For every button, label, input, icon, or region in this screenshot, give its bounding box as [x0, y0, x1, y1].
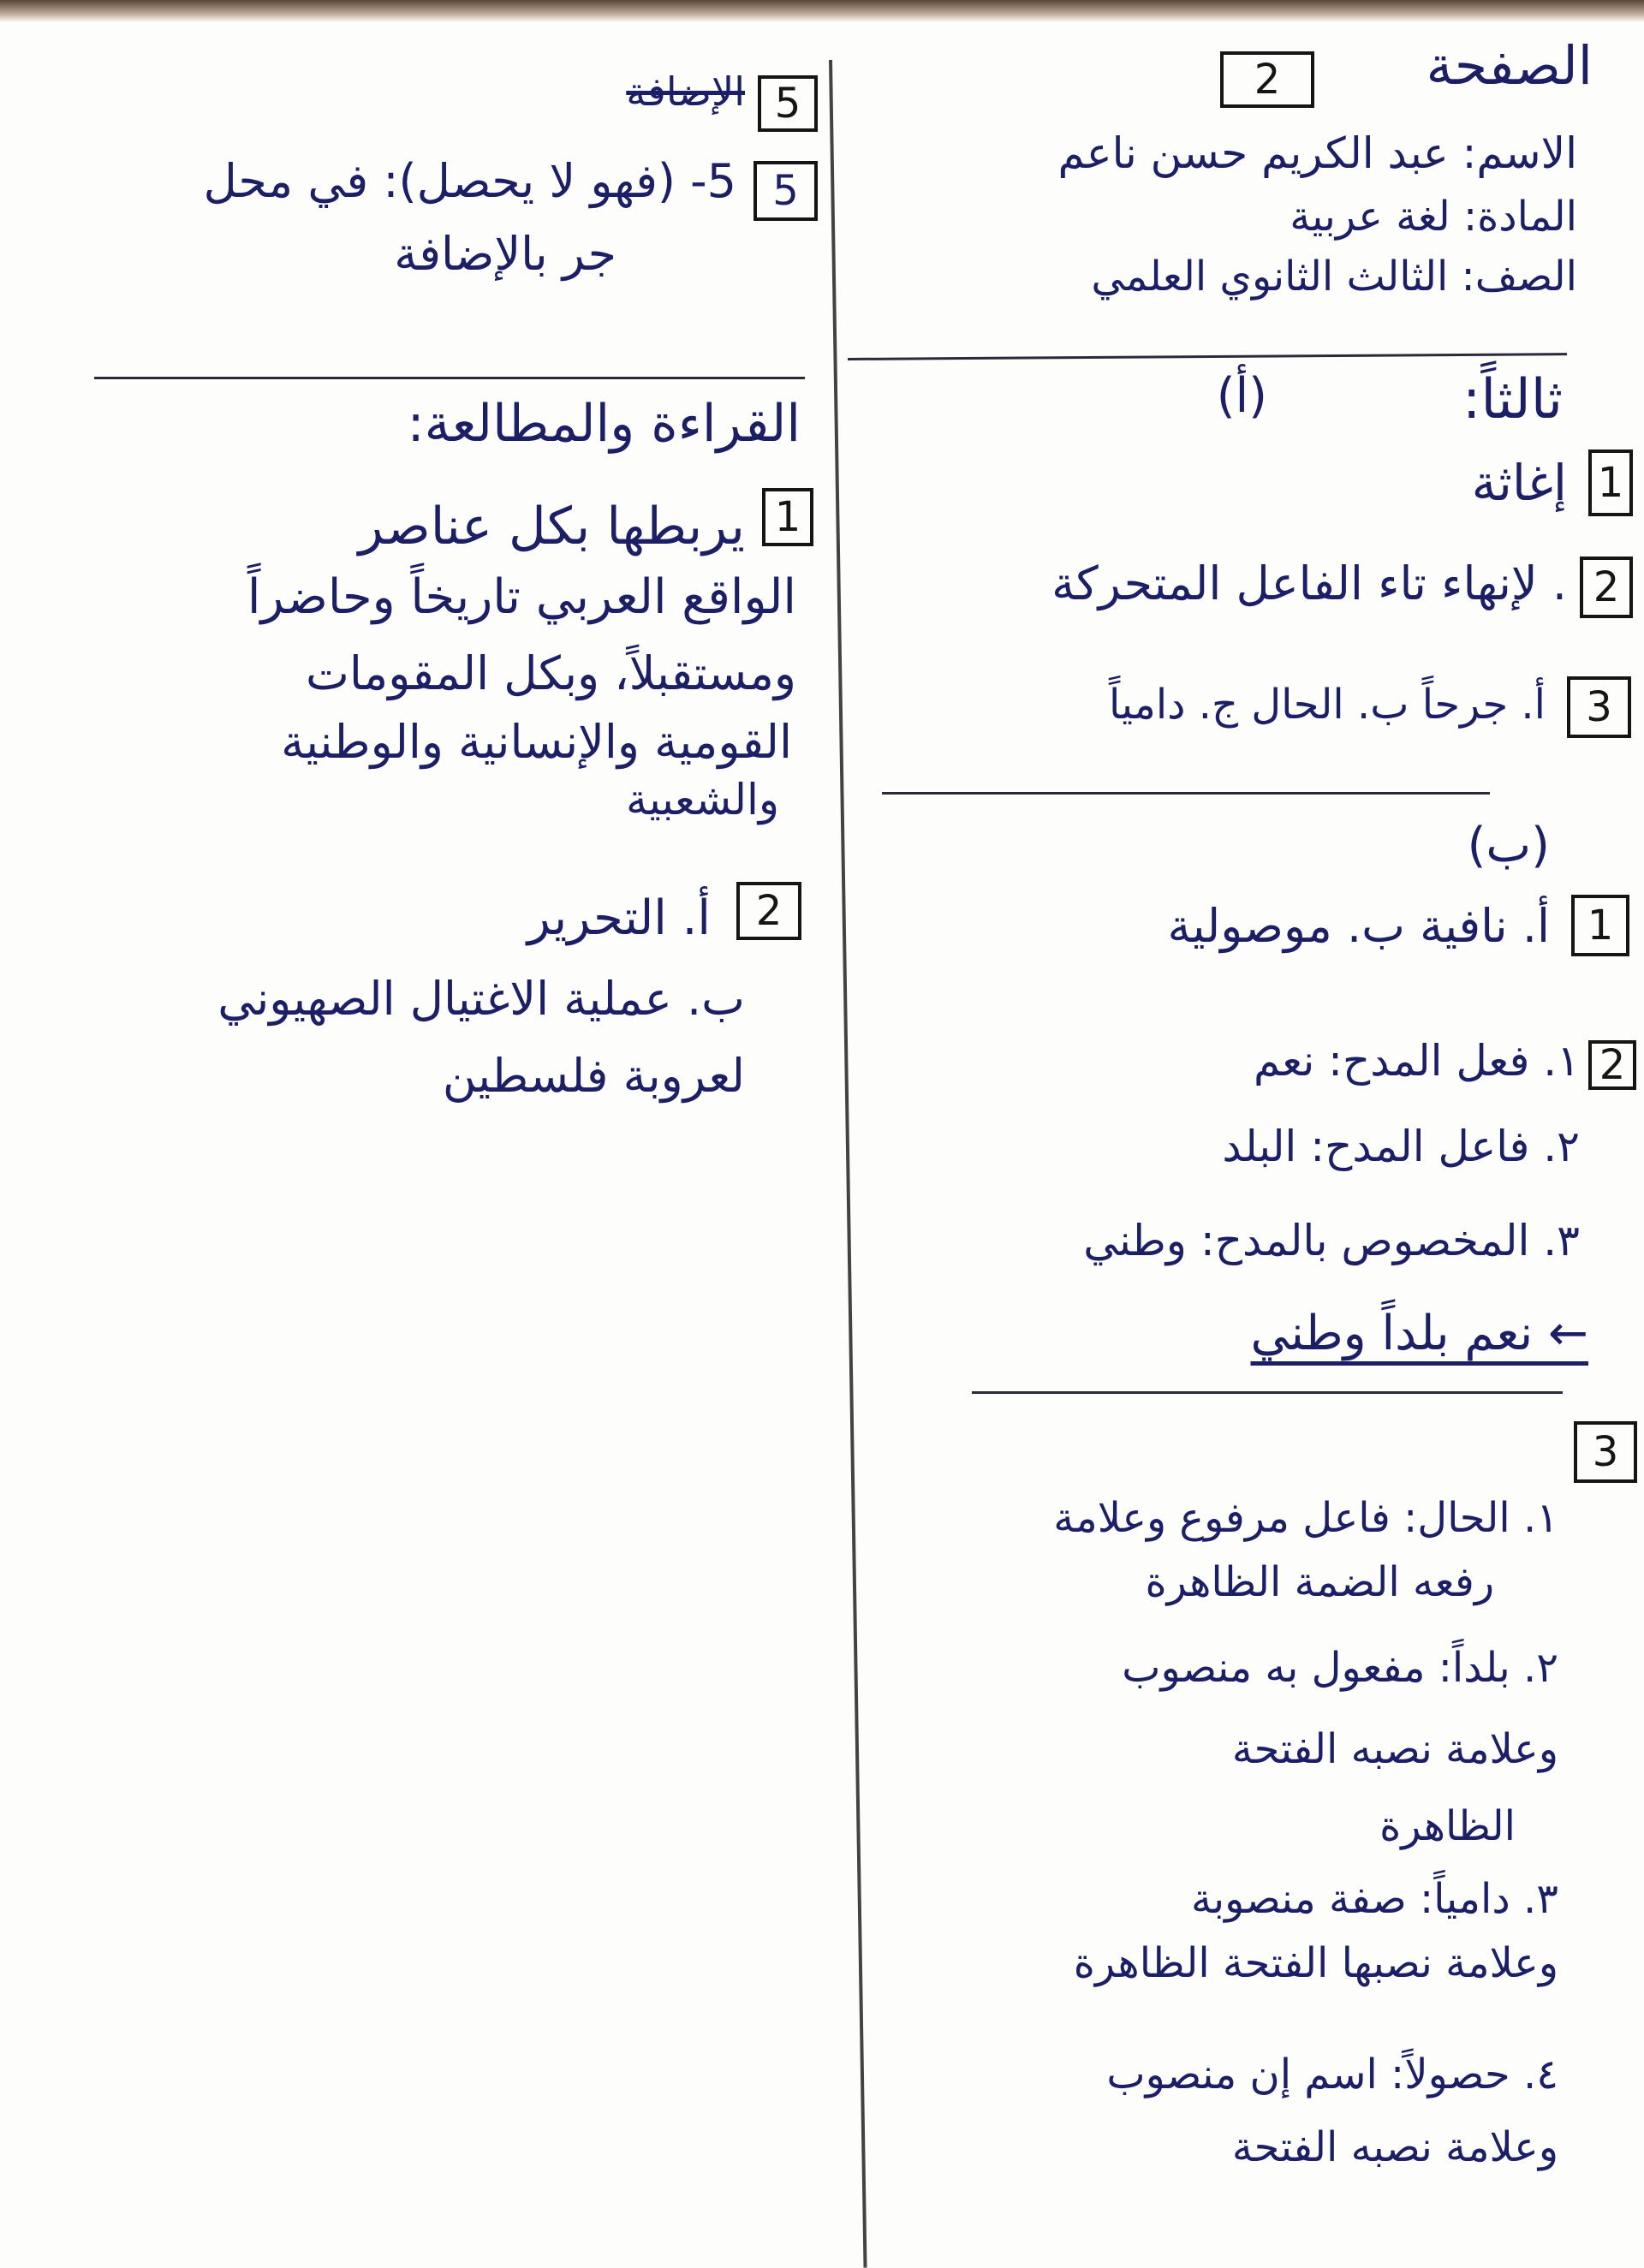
b3-line-4: وعلامة نصبه الفتحة — [1231, 1725, 1558, 1773]
b1-answer: أ. نافية ب. موصولية — [1167, 899, 1550, 953]
r1-number-box: 1 — [762, 488, 813, 546]
item5-answer: 5- (فهو لا يحصل): في محل — [203, 154, 736, 208]
a1-number-box: 1 — [1588, 449, 1633, 516]
b3-line-5: الظاهرة — [1379, 1802, 1516, 1850]
a2-answer: . لإنهاء تاء الفاعل المتحركة — [1051, 557, 1567, 610]
header-divider — [848, 353, 1567, 360]
r1-line-5: والشعبية — [626, 775, 779, 824]
column-divider-line — [829, 60, 867, 2268]
r2-number-box: 2 — [736, 882, 801, 940]
b2-line-1: ١. فعل المدح: نعم — [1253, 1036, 1580, 1086]
page-number: 2 — [1254, 56, 1281, 104]
part-b-label: (ب) — [1467, 818, 1550, 873]
reading-heading: القراءة والمطالعة: — [407, 394, 801, 454]
a2-number-box: 2 — [1580, 557, 1633, 618]
a3-number-box: 3 — [1567, 676, 1631, 738]
b3-line-7: وعلامة نصبها الفتحة الظاهرة — [1073, 1939, 1558, 1987]
crossed-out-text: الإضافة — [626, 68, 745, 115]
part-b2-divider — [972, 1391, 1563, 1394]
b3-line-6: ٣. دامياً: صفة منصوبة — [1191, 1875, 1558, 1923]
subject-line: المادة: لغة عربية — [1290, 193, 1577, 241]
r1-line-1: يربطها بكل عناصر — [358, 497, 745, 557]
b3-number-box: 3 — [1574, 1421, 1637, 1483]
grade-line: الصف: الثالث الثانوي العلمي — [1091, 253, 1577, 301]
b1-number-box: 1 — [1571, 895, 1629, 956]
a1-answer: إغاثة — [1471, 454, 1567, 512]
r1-line-4: القومية والإنسانية والوطنية — [281, 715, 792, 769]
a3-answer: أ. جرحاً ب. الحال ج. دامياً — [1109, 681, 1546, 729]
b3-line-9: وعلامة نصبه الفتحة — [1231, 2123, 1558, 2171]
part-a-divider — [882, 792, 1490, 795]
b3-line-3: ٢. بلداً: مفعول به منصوب — [1122, 1644, 1558, 1692]
left-divider — [94, 377, 805, 379]
b3-line-2: رفعه الضمة الظاهرة — [1145, 1558, 1494, 1606]
part-a-label: (أ) — [1216, 368, 1267, 424]
page-label: الصفحة — [1426, 34, 1593, 97]
r2-line-2: ب. عملية الاغتيال الصهيوني — [217, 972, 745, 1026]
b2-result: ← نعم بلداً وطني — [1250, 1306, 1588, 1361]
section-heading: ثالثاً: — [1462, 368, 1563, 432]
r1-line-3: ومستقبلاً، وبكل المقومات — [306, 646, 796, 700]
r2-line-3: لعروبة فلسطين — [442, 1049, 745, 1103]
r1-line-2: الواقع العربي تاريخاً وحاضراً — [247, 569, 796, 625]
r2-line-1: أ. التحرير — [527, 890, 711, 946]
b3-line-8: ٤. حصولاً: اسم إن منصوب — [1106, 2051, 1558, 2098]
item5-number-box: 5 — [754, 161, 818, 221]
paper-top-edge — [0, 0, 1644, 22]
page-number-box — [1220, 51, 1314, 108]
b2-line-2: ٢. فاعل المدح: البلد — [1222, 1122, 1580, 1171]
crossed-number-box: 5 — [758, 75, 818, 132]
student-name: الاسم: عبد الكريم حسن ناعم — [1057, 128, 1577, 178]
b3-line-1: ١. الحال: فاعل مرفوع وعلامة — [1053, 1494, 1558, 1542]
b2-line-3: ٣. المخصوص بالمدح: وطني — [1083, 1216, 1580, 1265]
item5-answer-cont: جر بالإضافة — [394, 227, 616, 281]
b2-number-box: 2 — [1588, 1040, 1636, 1090]
